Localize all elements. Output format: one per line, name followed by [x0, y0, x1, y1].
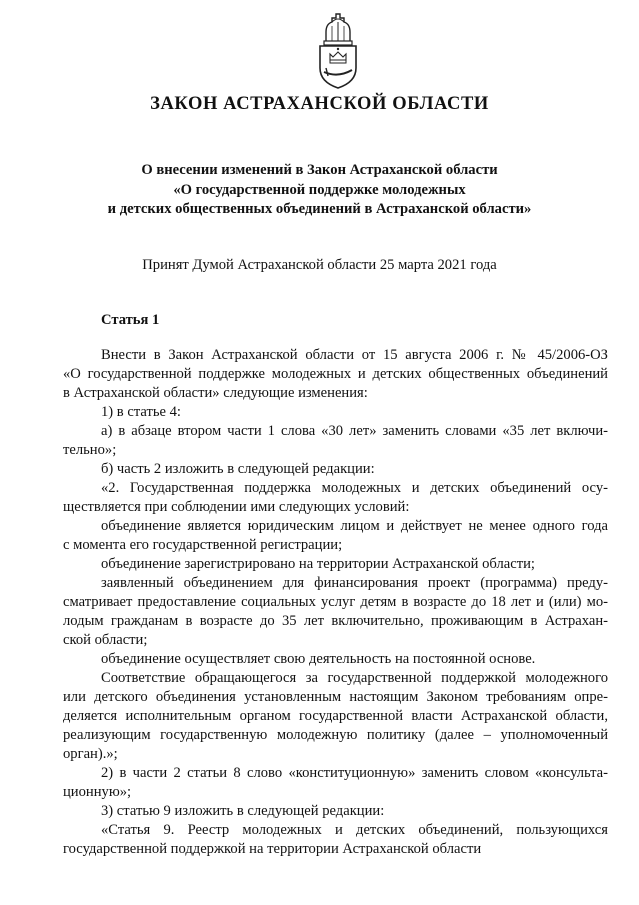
body-line: 1) в статье 4:: [101, 404, 181, 420]
body-line: «2. Государственная поддержка молодежных и детских объединений осу-: [101, 480, 608, 496]
subtitle-line: «О государственной поддержке молодежных: [173, 181, 466, 198]
subtitle-line: и детских общественных объединений в Астраханской области»: [107, 201, 532, 217]
body-line: сматривает предоставление социальных услуг детям в возрасте до 18 лет и (или) мо-: [63, 594, 608, 610]
body-line: б) часть 2 изложить в следующей редакции:: [101, 461, 375, 477]
body-line: тельно»;: [63, 442, 117, 458]
body-line: объединение является юридическим лицом и действует не менее одного года: [101, 518, 608, 534]
body-line: объединение зарегистрировано на территории Астраханской области;: [101, 556, 535, 572]
body-line: 2) в части 2 статьи 8 слово «конституционную» заменить словом «консульта-: [101, 765, 608, 781]
body-line: с момента его государственной регистрации;: [63, 537, 343, 553]
body-line: а) в абзаце втором части 1 слова «30 лет» заменить словами «35 лет включи-: [101, 423, 608, 439]
body-line: ской области;: [63, 632, 148, 648]
body-line: лодым гражданам в возрасте до 35 лет включительно, проживающим в Астрахан-: [63, 613, 608, 629]
body-line: Внести в Закон Астраханской области от 15 августа 2006 г. № 45/2006-ОЗ: [101, 347, 608, 363]
body-line: «О государственной поддержке молодежных и детских общественных объединений: [63, 366, 608, 382]
law-title: ЗАКОН АСТРАХАНСКОЙ ОБЛАСТИ: [150, 94, 489, 114]
article-body: [63, 346, 608, 859]
body-line: Соответствие обращающегося за государственной поддержкой молодежного: [101, 670, 608, 686]
body-line: реализующим государственную молодежную политику (далее – уполномоченный: [63, 727, 608, 743]
body-line: «Статья 9. Реестр молодежных и детских объединений, пользующихся: [101, 822, 608, 838]
article-heading: Статья 1: [101, 312, 160, 328]
subtitle-line: О внесении изменений в Закон Астраханской области: [141, 162, 498, 178]
body-line: государственной поддержкой на территории Астраханской области: [63, 841, 482, 857]
law-subtitle: [0, 161, 639, 220]
body-line: в Астраханской области» следующие изменения:: [63, 385, 368, 401]
body-line: 3) статью 9 изложить в следующей редакции:: [101, 803, 385, 819]
body-line: заявленный объединением для финансирования проект (программа) преду-: [101, 575, 608, 591]
astrakhan-coat-of-arms-icon: [302, 12, 374, 90]
body-line: объединение осуществляет свою деятельность на постоянной основе.: [101, 651, 536, 667]
body-line: или детского объединения установленным настоящим Законом требованиям опре-: [63, 689, 608, 705]
adoption-statement: Принят Думой Астраханской области 25 марта 2021 года: [142, 257, 497, 273]
body-line: ционную»;: [63, 784, 132, 800]
body-line: орган).»;: [63, 746, 118, 762]
body-line: деляется исполнительным органом государственной власти Астраханской области,: [63, 708, 608, 724]
body-line: ществляется при соблюдении ими следующих условий:: [63, 499, 410, 515]
